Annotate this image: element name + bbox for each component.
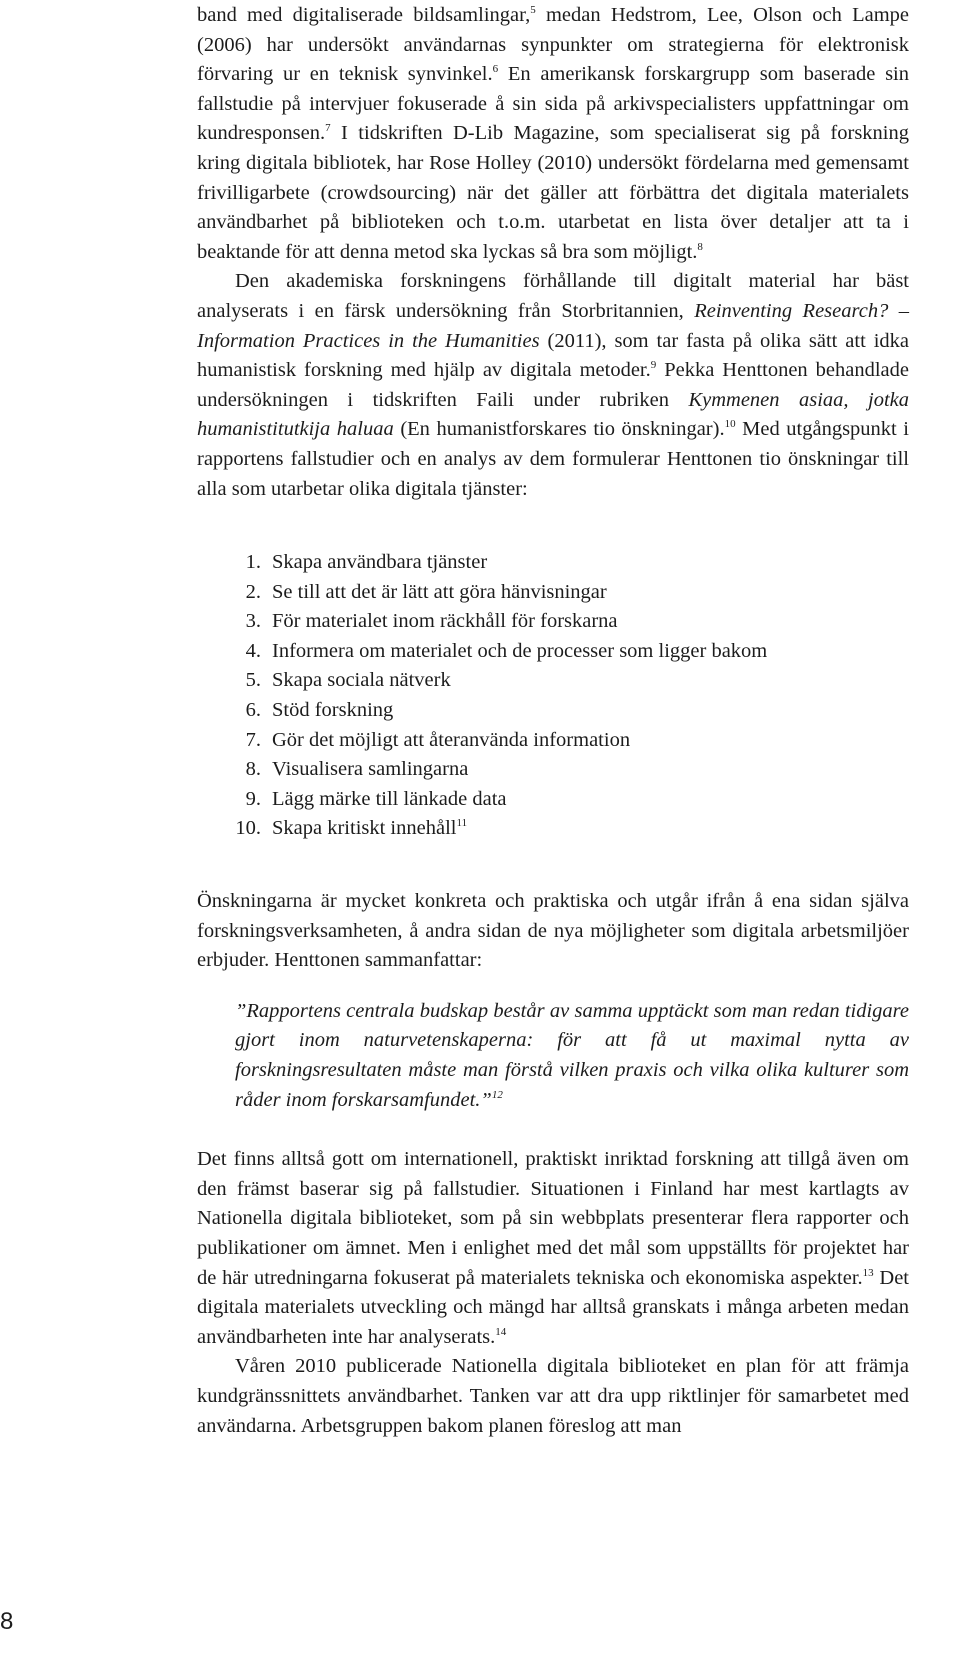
- text-run: Pekka Henttonen behandlade undersökningen i tidskriften Faili under rubriken: [197, 359, 909, 411]
- closing-paragraphs: [197, 1145, 909, 1441]
- body-paragraph: [197, 1, 909, 267]
- list-item: [197, 814, 909, 844]
- list-number: 9.: [245, 787, 261, 810]
- text-run: En amerikansk forskargrupp som baserade sin fallstudie på intervjuer fokuserade å sin sida på arkivspecialisters uppfattningar om kundresponsen.: [197, 63, 909, 145]
- body-paragraph: [197, 1352, 909, 1441]
- text-run: band med digitaliserade bildsamlingar,: [197, 4, 531, 26]
- list-number: 10.: [235, 817, 261, 840]
- footnote-ref: 9: [650, 359, 657, 372]
- text-run: (2011), som tar fasta på olika sätt att idka humanistisk forskning med hjälp av digitala metoder.: [197, 329, 909, 382]
- list-number: 2.: [245, 580, 261, 603]
- list-number: 3.: [245, 610, 261, 633]
- list-item: [197, 755, 909, 785]
- footnote-ref: 14: [495, 1325, 507, 1338]
- list-text: Gör det möjligt att återanvända information: [272, 728, 631, 751]
- list-text: Skapa kritiskt innehåll: [272, 817, 457, 840]
- footnote-ref: 13: [862, 1266, 874, 1279]
- list-text: Informera om materialet och de processer som ligger bakom: [272, 639, 768, 662]
- list-number: 1.: [245, 551, 261, 574]
- list-item: [197, 607, 909, 637]
- wish-list: [197, 548, 909, 844]
- list-item: [197, 726, 909, 756]
- text-run: Våren 2010 publicerade Nationella digitala biblioteket en plan för att främja kundgränssnittets användbarhet. Tanken var att dra upp riktlinjer för samarbetet med användarna. Arbetsgruppen bakom planen föreslog att man: [197, 1355, 909, 1437]
- text-run: Det finns alltså gott om internationell, praktiskt inriktad forskning att tillgå även om den främst baserar sig på fallstudier. Situationen i Finland har mest kartlagts av Nationella digitala biblioteket, som på sin webbplats presenterar flera rapporter och publikationer om ämnet. Men i enlighet med det mål som uppställts för projektet har de här utredningarna fokuserat på materialets tekniska och ekonomiska aspekter.: [197, 1148, 909, 1289]
- list-item: [197, 637, 909, 667]
- list-number: 7.: [245, 728, 261, 751]
- block-quote: [235, 997, 909, 1115]
- list-text: Visualisera samlingarna: [272, 758, 469, 781]
- body-paragraph: [197, 267, 909, 504]
- page-number: 8: [0, 1608, 14, 1635]
- quote-footnote-ref: 12: [491, 1088, 503, 1101]
- text-run: Den akademiska forskningens förhållande till digitalt material har bäst analyserats i en färsk undersökning från Storbritannien,: [197, 270, 909, 322]
- footnote-ref: 6: [492, 63, 499, 76]
- intro-paragraphs: [197, 1, 909, 504]
- list-text: För materialet inom räckhåll för forskarna: [272, 610, 618, 633]
- footnote-ref: 5: [530, 4, 536, 16]
- text-run: (En humanistforskares tio önskningar).: [393, 418, 725, 441]
- list-item: [197, 696, 909, 726]
- text-run: medan Hedstrom, Lee, Olson och Lampe (2006) har undersökt användarnas synpunkter om strategierna för elektronisk förvaring ur en teknisk synvinkel.: [197, 4, 909, 86]
- list-number: 6.: [245, 699, 261, 722]
- list-item: [197, 666, 909, 696]
- italic-title: Kymmenen asiaa, jotka humanistitutkija haluaa: [197, 388, 909, 441]
- footnote-ref: 10: [724, 418, 736, 431]
- list-number: 5.: [245, 669, 261, 692]
- footnote-ref: 8: [697, 240, 703, 253]
- body-paragraph: [197, 1145, 909, 1352]
- list-text: Stöd forskning: [272, 699, 394, 722]
- list-number: 4.: [245, 639, 261, 662]
- list-text: Se till att det är lätt att göra hänvisningar: [272, 580, 607, 603]
- list-text: Lägg märke till länkade data: [272, 787, 507, 810]
- text-run: Med utgångspunkt i rapportens fallstudier och en analys av dem formulerar Henttonen tio önskningar till alla som utarbetar olika digitala tjänster:: [197, 418, 910, 500]
- list-number: 8.: [245, 758, 261, 781]
- italic-title: Reinventing Research? – Information Practices in the Humanities: [197, 299, 910, 352]
- text-run: Det digitala materialets utveckling och mängd har alltså granskats i många arbeten medan användbarheten inte har analyserats.: [197, 1266, 909, 1348]
- text-run: I tidskriften D-Lib Magazine, som specialiserat sig på forskning kring digitala bibliotek, har Rose Holley (2010) undersökt fördelarna med gemensamt frivilligarbete (crowdsourcing) när det gäller att förbättra det digitala materialets användbarhet på biblioteken och t.o.m. utarbetat en lista över detaljer att ta i beaktande för att denna metod ska lyckas så bra som möjligt.: [197, 122, 909, 263]
- list-text: Skapa sociala nätverk: [272, 669, 451, 692]
- list-item: [197, 578, 909, 608]
- list-text: Skapa användbara tjänster: [272, 551, 488, 574]
- footnote-ref: 11: [456, 817, 468, 830]
- paragraph-after-list: Önskningarna är mycket konkreta och praktiska och utgår ifrån å ena sidan själva forskningsverksamheten, å andra sidan de nya möjligheter som digitala arbetsmiljöer erbjuder. Henttonen sammanfattar:: [197, 890, 909, 972]
- page-body: [197, 0, 909, 1441]
- list-item: [197, 548, 909, 578]
- quote-text: ”Rapportens centrala budskap består av samma upptäckt som man redan tidigare gjort inom naturvetenskaperna: för att få ut maximal nytta av forskningsresultaten måste man förstå vilken praxis och vilka olika kulturer som råder inom forskarsamfundet.”: [235, 999, 909, 1111]
- footnote-ref: 7: [325, 122, 331, 135]
- list-item: [197, 785, 909, 815]
